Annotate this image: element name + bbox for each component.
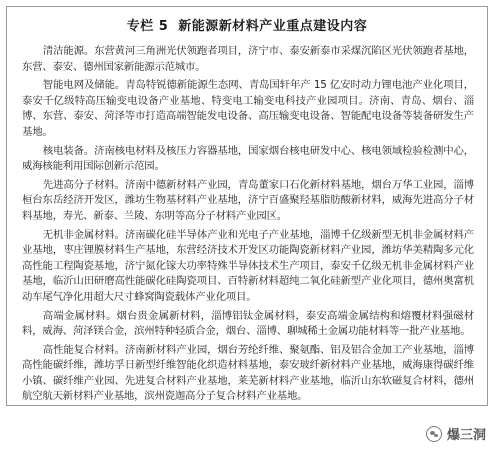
info-box <box>6 6 488 406</box>
paragraph-inorganic-materials: 无机非金属材料。济南碳化硅半导体产业和光电子产业基地，淄博千亿级新型无机非金属材料产业基地，枣庄锂膜材料生产基地，东营经济技术开发区功能陶瓷新材料产业园，潍坊华美精陶多元化高性能工程陶瓷基地，济宁氮化镓大功率特殊半导体技术生产项目，泰安千亿级无机非金属材料产业基地，临沂山田研磨高性能碳化硅陶瓷项目、百特新材料超纯二氧化硅新型产业化项目，德州奥富机动车尾气净化用超大尺寸蜂窝陶瓷载体产业化项目。 <box>22 228 474 303</box>
paragraph-composite-materials: 高性能复合材料。济南新材料产业园，烟台芳纶纤维、聚氨酯、铝及铝合金加工产业基地，淄博高性能碳纤维，潍坊孚日新型纤维智能化织造材料基地，泰安玻纤新材料产业基地，威海康得碳纤维小镇、碳纤维产业园、先进复合材料产业基地，莱芜新材料产业基地，临沂山东软磁复合材料，德州航空航天新材料产业基地，滨州瓷迦高分子复合材料产业基地。 <box>22 343 474 403</box>
paragraph-clean-energy: 清洁能源。东营黄河三角洲光伏领跑者项目，济宁市、泰安新泰市采煤沉陷区光伏领跑者基地，东营、泰安、德州国家新能源示范城市。 <box>22 45 474 73</box>
box-title <box>7 15 487 34</box>
watermark <box>426 424 486 443</box>
box-tag: 专栏 5 <box>126 19 169 34</box>
box-title-text: 新能源新材料产业重点建设内容 <box>178 19 368 34</box>
wechat-icon <box>426 426 442 442</box>
paragraph-smart-grid: 智能电网及储能。青岛特锐德新能源生态网、青岛国轩年产 15 亿安时动力锂电池产业化项目，泰安千亿级特高压输变电设备产业基地、特变电工输变电科技产业园项目。济南、青岛、烟台、淄博、东营、泰安、菏泽等市打造高端智能发电设备、高压输变电设备、智能配电设备等装备研发生产基地。 <box>22 79 474 138</box>
paragraph-polymer-materials: 先进高分子材料。济南中德新材料产业园，青岛董家口石化新材料基地，烟台万华工业园，淄博桓台东岳经济开发区，潍坊生物基材料产业基地，济宁百盛聚羟基脂肪酸新材料，威海先进高分子材料基地，寿光、新泰、兰陵、东明等高分子材料产业园区。 <box>22 178 474 222</box>
paragraph-nuclear-equipment: 核电装备。济南核电材料及核压力容器基地，国家烟台核电研发中心、核电领域检验检测中心，威海核能利用国际创新示范园。 <box>22 144 474 173</box>
paragraph-metal-materials: 高端金属材料。烟台贵金属新材料，淄博铝钛金属材料，泰安高端金属结构和熔覆材料强磁材料，威海、菏泽镁合金，滨州特种轻质合金，烟台、淄博、聊城稀土金属功能材料等一批产业基地。 <box>22 309 474 338</box>
box-content <box>7 44 487 405</box>
watermark-text: 爆三洞 <box>446 428 486 443</box>
